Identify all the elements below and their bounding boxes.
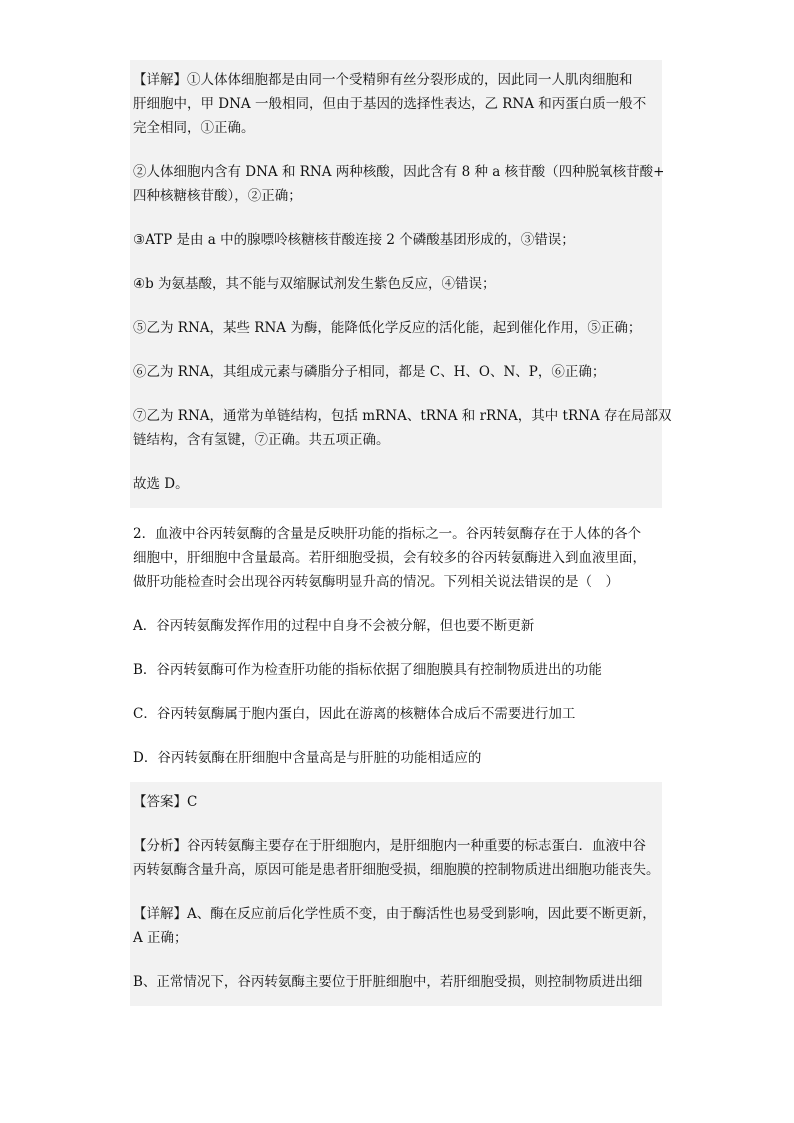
detail-a: [130, 894, 662, 962]
text-line: A．谷丙转氨酶发挥作用的过程中自身不会被分解，但也要不断更新: [133, 618, 535, 634]
answer: [130, 782, 662, 826]
text-line: ④b 为氨基酸，其不能与双缩脲试剂发生紫色反应，④错误；: [133, 276, 496, 292]
text-line: 链结构，含有氢键，⑦正确。共五项正确。: [133, 432, 390, 448]
text-line: 肝细胞中，甲 DNA 一般相同，但由于基因的选择性表达，乙 RNA 和丙蛋白质一般不: [133, 96, 647, 112]
detail-point-7: [130, 396, 672, 464]
text-line: ⑤乙为 RNA，某些 RNA 为酶，能降低化学反应的活化能，起到催化作用，⑤正确；: [133, 320, 642, 336]
detail-point-1: [130, 60, 662, 152]
explanation-block-2: [130, 782, 662, 1006]
text-line: 四种核糖核苷酸），②正确；: [133, 188, 302, 204]
option-b: [130, 650, 662, 694]
text-line: C．谷丙转氨酶属于胞内蛋白，因此在游离的核糖体合成后不需要进行加工: [133, 706, 576, 722]
detail-point-2: [130, 152, 665, 220]
question-stem: [130, 514, 662, 606]
text-line: A 正确；: [133, 930, 188, 946]
option-d: [130, 738, 662, 782]
text-line: ⑥乙为 RNA，其组成元素与磷脂分子相同，都是 C、H、O、N、P，⑥正确；: [133, 364, 606, 380]
option-c: [130, 694, 662, 738]
text-line: ⑦乙为 RNA，通常为单链结构，包括 mRNA、tRNA 和 rRNA，其中 tRNA 存在局部双: [133, 408, 672, 424]
analysis: [130, 826, 662, 894]
text-line: B．谷丙转氨酶可作为检查肝功能的指标依据了细胞膜具有控制物质进出的功能: [133, 662, 602, 678]
text-line: 【详解】①人体体细胞都是由同一个受精卵有丝分裂形成的，因此同一人肌肉细胞和: [133, 72, 633, 88]
detail-point-4: [130, 264, 662, 308]
text-line: 丙转氨酶含量升高，原因可能是患者肝细胞受损，细胞膜的控制物质进出细胞功能丧失。: [133, 862, 660, 878]
text-line: 完全相同，①正确。: [133, 120, 255, 136]
text-line: ②人体细胞内含有 DNA 和 RNA 两种核酸，因此含有 8 种 a 核苷酸（四种脱氧核苷酸+: [133, 164, 665, 180]
text-line: B、正常情况下，谷丙转氨酶主要位于肝脏细胞中，若肝细胞受损，则控制物质进出细: [133, 974, 643, 990]
text-line: ③ATP 是由 a 中的腺嘌呤核糖核苷酸连接 2 个磷酸基团形成的，③错误；: [133, 232, 575, 248]
text-line: 做肝功能检查时会出现谷丙转氨酶明显升高的情况。下列相关说法错误的是（ ）: [133, 574, 619, 590]
detail-point-5: [130, 308, 662, 352]
document-page: [130, 60, 672, 1006]
text-line: 2．血液中谷丙转氨酶的含量是反映肝功能的指标之一。谷丙转氨酶存在于人体的各个: [133, 526, 642, 542]
detail-point-6: [130, 352, 662, 396]
detail-point-3: [130, 220, 662, 264]
option-a: [130, 606, 662, 650]
explanation-block-1: [130, 60, 672, 508]
text-line: 【答案】C: [133, 794, 198, 810]
text-line: D．谷丙转氨酶在肝细胞中含量高是与肝脏的功能相适应的: [133, 750, 482, 766]
text-line: 故选 D。: [133, 476, 189, 492]
question-2: [130, 508, 662, 782]
conclusion: [130, 464, 662, 508]
text-line: 【分析】谷丙转氨酶主要存在于肝细胞内，是肝细胞内一种重要的标志蛋白．血液中谷: [133, 838, 646, 854]
detail-b: [130, 962, 662, 1006]
text-line: 【详解】A、酶在反应前后化学性质不变，由于酶活性也易受到影响，因此要不断更新，: [133, 906, 656, 922]
text-line: 细胞中，肝细胞中含量最高。若肝细胞受损，会有较多的谷丙转氨酶进入到血液里面，: [133, 550, 646, 566]
